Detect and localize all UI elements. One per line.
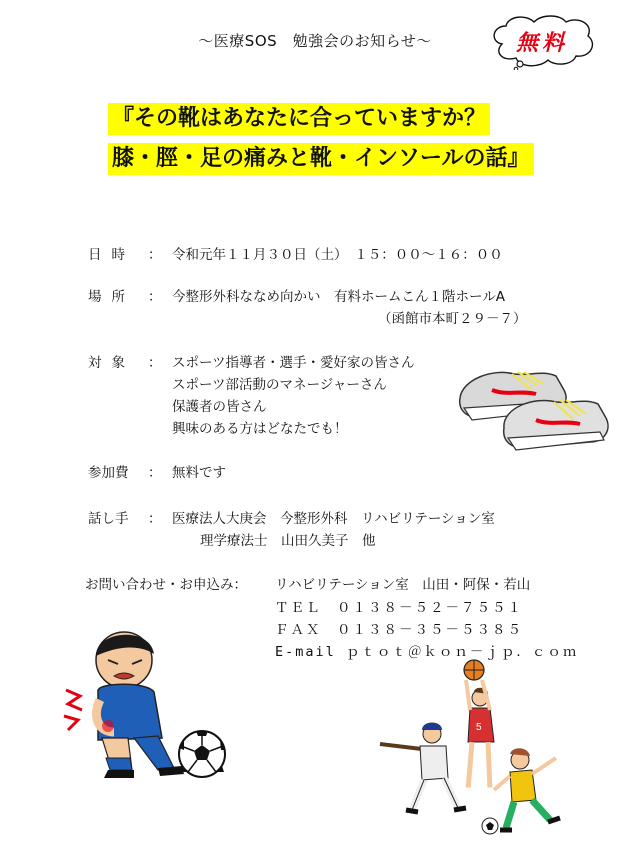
contact-dept: リハビリテーション室 山田・阿保・若山 <box>275 577 531 593</box>
place-colon: ： <box>148 289 162 305</box>
fee-label: 参加費 <box>88 465 129 481</box>
sneakers-icon <box>452 350 612 460</box>
free-badge: 無料 <box>515 31 568 56</box>
injured-soccer-boy-icon <box>62 620 192 780</box>
target-list <box>172 352 414 440</box>
target-colon: ： <box>148 355 162 371</box>
svg-text:5: 5 <box>476 722 482 733</box>
fee-value: 無料です <box>172 465 226 481</box>
notice-header: ～医療SOS 勉強会のお知らせ～ <box>198 32 432 50</box>
contact-email: E-mail ｐｔｏｔ＠ｋｏｎ－ｊｐ．ｃｏｍ <box>275 644 579 660</box>
title-line-2: 膝・脛・足の痛みと靴・インソールの話』 <box>108 143 534 175</box>
target-label: 対象 <box>88 355 135 371</box>
speaker-label: 話し手 <box>88 511 129 527</box>
datetime-value: 令和元年１１月３０日（土） １５：００～１６：００ <box>172 247 503 263</box>
speaker-org: 医療法人大庚会 今整形外科 リハビリテーション室 <box>172 511 495 527</box>
place-address: （函館市本町２９－７） <box>378 311 527 327</box>
datetime-colon: ： <box>148 247 162 263</box>
target-item: スポーツ指導者・選手・愛好家の皆さん <box>172 355 415 371</box>
target-item: 興味のある方はどなたでも！ <box>172 421 348 437</box>
speaker-name: 理学療法士 山田久美子 他 <box>200 533 376 549</box>
target-item: 保護者の皆さん <box>172 399 267 415</box>
fee-colon: ： <box>148 465 162 481</box>
sports-players-icon <box>370 650 580 845</box>
contact-label: お問い合わせ・お申込み： <box>85 577 247 593</box>
place-value: 今整形外科ななめ向かい 有料ホームこん１階ホールA <box>172 289 505 305</box>
contact-tel: ＴＥＬ ０１３８－５２－７５５１ <box>275 600 523 616</box>
title-line-1: 『その靴はあなたに合っていますか？ <box>108 103 490 135</box>
target-item: スポーツ部活動のマネージャーさん <box>172 377 387 393</box>
soccer-ball-icon <box>176 728 228 780</box>
contact-fax: ＦＡＸ ０１３８－３５－５３８５ <box>275 622 523 638</box>
place-label: 場所 <box>88 289 135 305</box>
datetime-label: 日時 <box>88 247 135 263</box>
speaker-colon: ： <box>148 511 162 527</box>
